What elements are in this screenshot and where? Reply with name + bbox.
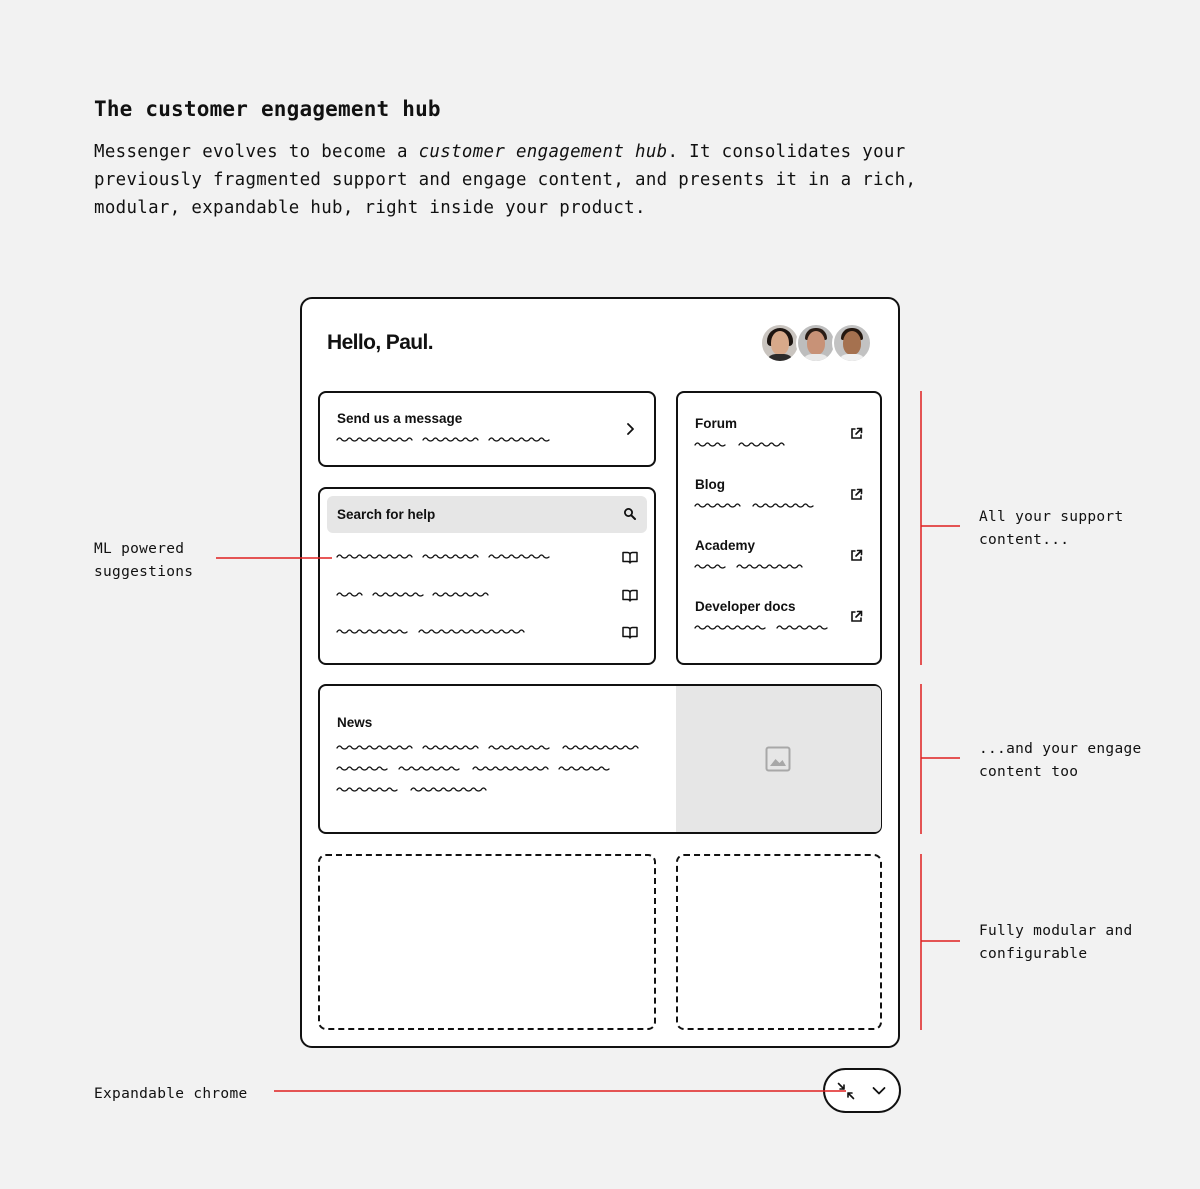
link-academy-label[interactable]: Academy <box>695 538 756 553</box>
book-icon[interactable] <box>622 626 638 639</box>
avatar <box>832 323 872 363</box>
send-message-label: Send us a message <box>337 411 463 426</box>
search-icon[interactable] <box>623 507 637 521</box>
intro-body-emphasis: customer engagement hub <box>418 142 668 162</box>
book-icon[interactable] <box>622 589 638 602</box>
avatar <box>796 323 836 363</box>
external-link-icon[interactable] <box>850 549 863 562</box>
intro-title: The customer engagement hub <box>94 97 441 121</box>
expandable-chrome <box>823 1068 901 1113</box>
intro-body <box>94 138 934 222</box>
external-link-icon[interactable] <box>850 488 863 501</box>
annotation-ml-line1: ML powered <box>94 541 185 557</box>
annotation-support-content <box>979 506 1123 552</box>
book-icon[interactable] <box>622 551 638 564</box>
annotation-modular-line2: configurable <box>979 946 1088 962</box>
annotation-ml-line2: suggestions <box>94 564 194 580</box>
annotation-ml-suggestions <box>94 538 193 584</box>
external-link-icon[interactable] <box>850 427 863 440</box>
greeting: Hello, Paul. <box>327 331 433 354</box>
annotation-engage-line1: ...and your engage <box>979 741 1142 757</box>
avatar <box>760 323 800 363</box>
annotation-engage-line2: content too <box>979 764 1079 780</box>
annotation-modular-line1: Fully modular and <box>979 923 1133 939</box>
annotation-modular <box>979 920 1133 966</box>
team-avatars <box>760 323 868 363</box>
search-label: Search for help <box>337 507 436 522</box>
external-link-icon[interactable] <box>850 610 863 623</box>
intro-body-part2: . It consolidates your previously fragmented support and engage content, and presents it in a rich, modular, expandable hub, right inside your product. <box>94 142 917 218</box>
annotation-engage-content <box>979 738 1142 784</box>
image-placeholder-icon <box>765 746 791 772</box>
link-forum-label[interactable]: Forum <box>695 416 737 431</box>
send-message-card[interactable] <box>318 391 656 467</box>
link-developer-docs-label[interactable]: Developer docs <box>695 599 796 614</box>
modular-slot-left <box>318 854 656 1030</box>
link-blog-label[interactable]: Blog <box>695 477 725 492</box>
intro-body-part1: Messenger evolves to become a <box>94 142 419 162</box>
chevron-down-icon[interactable] <box>872 1086 886 1096</box>
annotation-support-line1: All your support <box>979 509 1124 525</box>
annotation-expandable-chrome: Expandable chrome <box>94 1086 248 1102</box>
news-label: News <box>337 715 373 730</box>
modular-slot-right <box>676 854 882 1030</box>
chevron-right-icon[interactable] <box>625 423 635 435</box>
annotation-support-line2: content... <box>979 532 1070 548</box>
collapse-icon[interactable] <box>837 1082 855 1100</box>
